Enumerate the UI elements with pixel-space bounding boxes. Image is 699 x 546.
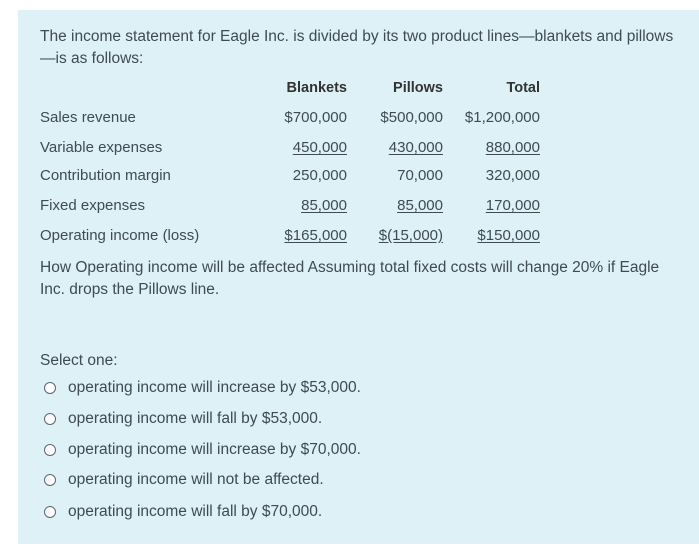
table-row-sales-revenue	[40, 109, 540, 131]
table-row-variable-expenses	[40, 139, 540, 161]
question-prompt: How Operating income will be affected Assuming total fixed costs will change 20% if Eagle Inc. drops the Pillows line.	[40, 259, 660, 298]
row-label: Sales revenue	[40, 109, 136, 126]
answer-option-4[interactable]	[44, 469, 324, 491]
answer-option-5[interactable]	[44, 501, 322, 523]
answer-option-2[interactable]	[44, 408, 322, 430]
row-label: Operating income (loss)	[40, 227, 200, 244]
answer-option-text: operating income will not be affected.	[68, 471, 324, 488]
select-one-label: Select one:	[40, 352, 118, 369]
answer-option-text: operating income will increase by $53,000.	[68, 379, 361, 396]
cell-pillows: $500,000	[380, 109, 443, 126]
cell-blankets: $700,000	[284, 109, 347, 126]
question-intro: The income statement for Eagle Inc. is divided by its two product lines—blankets and pillows—is as follows:	[40, 28, 674, 67]
table-row-operating-income	[40, 227, 540, 249]
cell-total: $1,200,000	[464, 109, 540, 126]
cell-pillows: $(15,000)	[378, 227, 443, 244]
radio-button[interactable]	[44, 413, 56, 425]
answer-option-text: operating income will fall by $70,000.	[68, 503, 323, 520]
column-header-blankets: Blankets	[286, 80, 347, 96]
cell-total: $150,000	[477, 227, 540, 244]
answer-option-3[interactable]	[44, 439, 361, 461]
table-row-fixed-expenses	[40, 197, 540, 219]
cell-pillows: 85,000	[397, 197, 443, 214]
radio-button[interactable]	[44, 506, 56, 518]
cell-total: 880,000	[485, 139, 540, 156]
radio-button[interactable]	[44, 382, 56, 394]
cell-blankets: 85,000	[301, 197, 347, 214]
row-label: Fixed expenses	[40, 197, 146, 214]
cell-blankets: $165,000	[284, 227, 347, 244]
question-card	[18, 10, 699, 544]
cell-total: 320,000	[485, 167, 540, 184]
column-header-total: Total	[506, 80, 540, 96]
cell-pillows: 430,000	[388, 139, 443, 156]
radio-button[interactable]	[44, 474, 56, 486]
cell-total: 170,000	[485, 197, 540, 214]
answer-option-text: operating income will fall by $53,000.	[68, 410, 323, 427]
row-label: Variable expenses	[40, 139, 163, 156]
cell-blankets: 250,000	[292, 167, 347, 184]
row-label: Contribution margin	[40, 167, 171, 184]
table-header-row	[40, 80, 540, 102]
answer-option-1[interactable]	[44, 377, 361, 399]
column-header-pillows: Pillows	[393, 80, 443, 96]
radio-button[interactable]	[44, 444, 56, 456]
cell-blankets: 450,000	[292, 139, 347, 156]
answer-option-text: operating income will increase by $70,000.	[68, 441, 361, 458]
cell-pillows: 70,000	[397, 167, 443, 184]
table-row-contribution-margin	[40, 167, 540, 189]
